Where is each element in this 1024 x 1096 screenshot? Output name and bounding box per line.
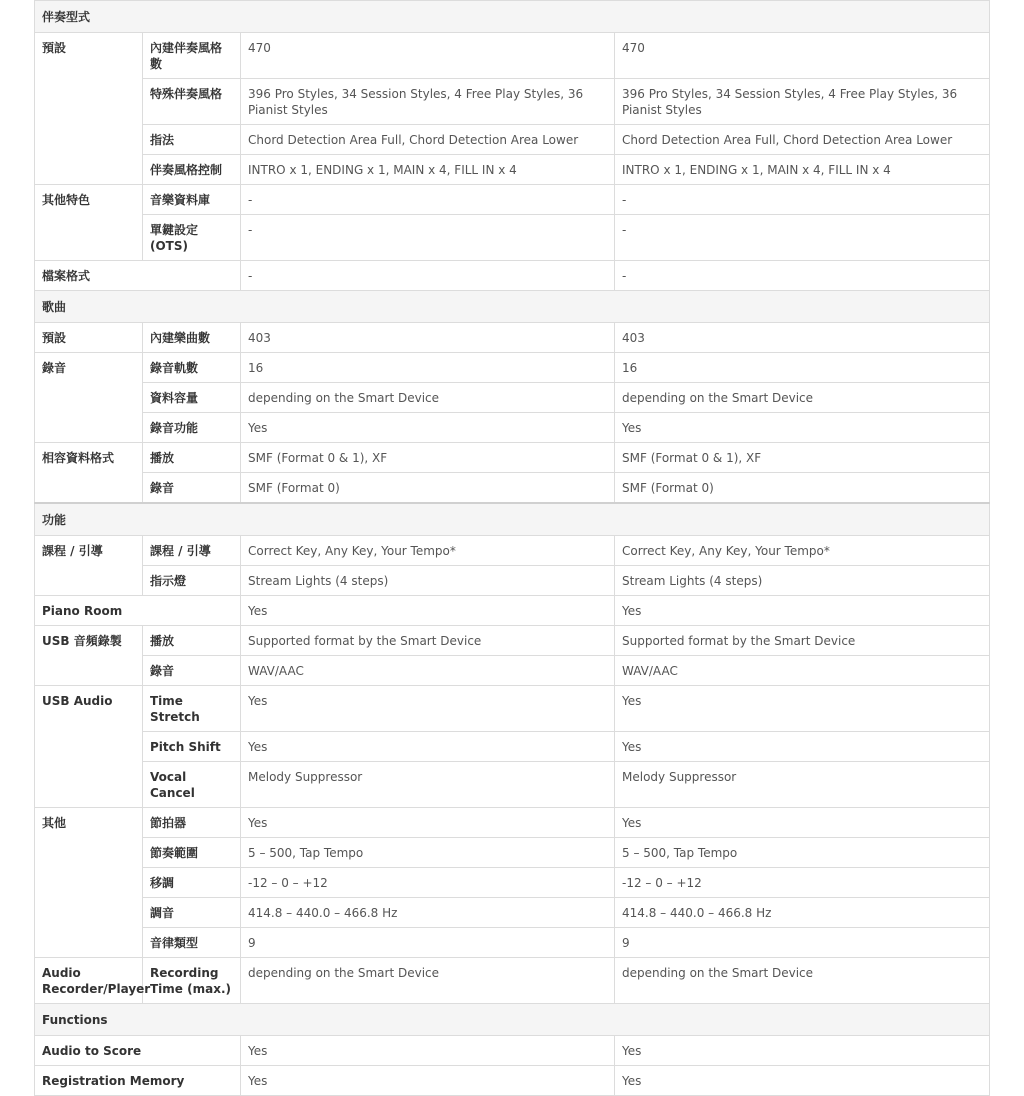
section-title: 功能 [35, 503, 990, 536]
table-row [35, 566, 990, 596]
value-cell: depending on the Smart Device [241, 383, 615, 413]
table-row [35, 762, 990, 808]
table-row [35, 79, 990, 125]
value-cell: 5 – 500, Tap Tempo [615, 838, 990, 868]
row-label: 播放 [143, 443, 241, 473]
row-label: Time Stretch [143, 686, 241, 732]
value-cell: Stream Lights (4 steps) [241, 566, 615, 596]
value-cell: Melody Suppressor [241, 762, 615, 808]
row-label: 單鍵設定 (OTS) [143, 215, 241, 261]
table-row [35, 596, 990, 626]
value-cell: 403 [241, 323, 615, 353]
table-row [35, 898, 990, 928]
value-cell: Yes [241, 808, 615, 838]
value-cell: - [615, 261, 990, 291]
table-row [35, 215, 990, 261]
value-cell: Yes [241, 732, 615, 762]
table-row [35, 958, 990, 1004]
value-cell: Yes [615, 1036, 990, 1066]
value-cell: 9 [241, 928, 615, 958]
row-label: 指示燈 [143, 566, 241, 596]
value-cell: depending on the Smart Device [615, 383, 990, 413]
value-cell: Yes [615, 808, 990, 838]
section-header-function [35, 503, 990, 536]
value-cell: INTRO x 1, ENDING x 1, MAIN x 4, FILL IN x 4 [615, 155, 990, 185]
table-row [35, 656, 990, 686]
row-label: 錄音軌數 [143, 353, 241, 383]
value-cell: Yes [241, 1036, 615, 1066]
row-label: 錄音功能 [143, 413, 241, 443]
value-cell: - [241, 185, 615, 215]
section-header-functions [35, 1004, 990, 1036]
table-row [35, 125, 990, 155]
row-label: 節拍器 [143, 808, 241, 838]
row-label: 音樂資料庫 [143, 185, 241, 215]
value-cell: SMF (Format 0) [615, 473, 990, 504]
value-cell: Yes [241, 1066, 615, 1096]
row-label: 節奏範圍 [143, 838, 241, 868]
category-label: 預設 [35, 323, 143, 353]
category-label: USB Audio [35, 686, 143, 808]
value-cell: 403 [615, 323, 990, 353]
value-cell: Yes [615, 732, 990, 762]
value-cell: -12 – 0 – +12 [615, 868, 990, 898]
category-label: 檔案格式 [35, 261, 241, 291]
value-cell: -12 – 0 – +12 [241, 868, 615, 898]
table-row [35, 1066, 990, 1096]
table-row [35, 838, 990, 868]
table-row [35, 353, 990, 383]
value-cell: Correct Key, Any Key, Your Tempo* [615, 536, 990, 566]
row-label: 調音 [143, 898, 241, 928]
value-cell: WAV/AAC [615, 656, 990, 686]
value-cell: Yes [615, 686, 990, 732]
value-cell: Supported format by the Smart Device [241, 626, 615, 656]
row-label: 播放 [143, 626, 241, 656]
value-cell: Yes [241, 413, 615, 443]
value-cell: Stream Lights (4 steps) [615, 566, 990, 596]
category-label: 預設 [35, 33, 143, 185]
value-cell: 5 – 500, Tap Tempo [241, 838, 615, 868]
table-row [35, 808, 990, 838]
section-title: Functions [35, 1004, 990, 1036]
table-row [35, 413, 990, 443]
table-row [35, 473, 990, 504]
value-cell: 9 [615, 928, 990, 958]
value-cell: depending on the Smart Device [615, 958, 990, 1004]
category-label: Audio to Score [35, 1036, 241, 1066]
value-cell: Chord Detection Area Full, Chord Detection Area Lower [241, 125, 615, 155]
row-label: 錄音 [143, 473, 241, 504]
row-label: 內建樂曲數 [143, 323, 241, 353]
table-row [35, 686, 990, 732]
value-cell: Yes [615, 1066, 990, 1096]
value-cell: Yes [615, 413, 990, 443]
spec-table [34, 0, 990, 1096]
row-label: Recording Time (max.) [143, 958, 241, 1004]
row-label: Vocal Cancel [143, 762, 241, 808]
category-label: USB 音頻錄製 [35, 626, 143, 686]
section-header-style [35, 1, 990, 33]
value-cell: WAV/AAC [241, 656, 615, 686]
row-label: 伴奏風格控制 [143, 155, 241, 185]
table-row [35, 261, 990, 291]
category-label: 相容資料格式 [35, 443, 143, 504]
section-title: 伴奏型式 [35, 1, 990, 33]
row-label: 音律類型 [143, 928, 241, 958]
value-cell: Yes [615, 596, 990, 626]
row-label: 資料容量 [143, 383, 241, 413]
category-label: 錄音 [35, 353, 143, 443]
value-cell: - [615, 185, 990, 215]
value-cell: Yes [241, 596, 615, 626]
row-label: 錄音 [143, 656, 241, 686]
row-label: Pitch Shift [143, 732, 241, 762]
spec-table-container [34, 0, 989, 1096]
value-cell: - [615, 215, 990, 261]
section-header-song [35, 291, 990, 323]
table-row [35, 732, 990, 762]
row-label: 內建伴奏風格數 [143, 33, 241, 79]
value-cell: 414.8 – 440.0 – 466.8 Hz [241, 898, 615, 928]
value-cell: SMF (Format 0 & 1), XF [241, 443, 615, 473]
table-row [35, 626, 990, 656]
table-row [35, 1036, 990, 1066]
value-cell: Supported format by the Smart Device [615, 626, 990, 656]
row-label: 移調 [143, 868, 241, 898]
value-cell: 470 [615, 33, 990, 79]
value-cell: depending on the Smart Device [241, 958, 615, 1004]
value-cell: 414.8 – 440.0 – 466.8 Hz [615, 898, 990, 928]
row-label: 特殊伴奏風格 [143, 79, 241, 125]
value-cell: Correct Key, Any Key, Your Tempo* [241, 536, 615, 566]
category-label: 其他 [35, 808, 143, 958]
section-title: 歌曲 [35, 291, 990, 323]
value-cell: 16 [241, 353, 615, 383]
category-label: 課程 / 引導 [35, 536, 143, 596]
table-row [35, 928, 990, 958]
category-label: Audio Recorder/Player [35, 958, 143, 1004]
value-cell: - [241, 215, 615, 261]
value-cell: SMF (Format 0) [241, 473, 615, 504]
value-cell: Chord Detection Area Full, Chord Detection Area Lower [615, 125, 990, 155]
value-cell: Melody Suppressor [615, 762, 990, 808]
row-label: 指法 [143, 125, 241, 155]
table-row [35, 443, 990, 473]
category-label: Piano Room [35, 596, 241, 626]
value-cell: - [241, 261, 615, 291]
row-label: 課程 / 引導 [143, 536, 241, 566]
value-cell: 470 [241, 33, 615, 79]
value-cell: 396 Pro Styles, 34 Session Styles, 4 Free Play Styles, 36 Pianist Styles [615, 79, 990, 125]
value-cell: INTRO x 1, ENDING x 1, MAIN x 4, FILL IN x 4 [241, 155, 615, 185]
table-row [35, 155, 990, 185]
value-cell: 396 Pro Styles, 34 Session Styles, 4 Free Play Styles, 36 Pianist Styles [241, 79, 615, 125]
table-row [35, 185, 990, 215]
value-cell: 16 [615, 353, 990, 383]
value-cell: SMF (Format 0 & 1), XF [615, 443, 990, 473]
value-cell: Yes [241, 686, 615, 732]
table-row [35, 868, 990, 898]
table-row [35, 323, 990, 353]
category-label: Registration Memory [35, 1066, 241, 1096]
table-row [35, 536, 990, 566]
table-row [35, 383, 990, 413]
table-row [35, 33, 990, 79]
category-label: 其他特色 [35, 185, 143, 261]
